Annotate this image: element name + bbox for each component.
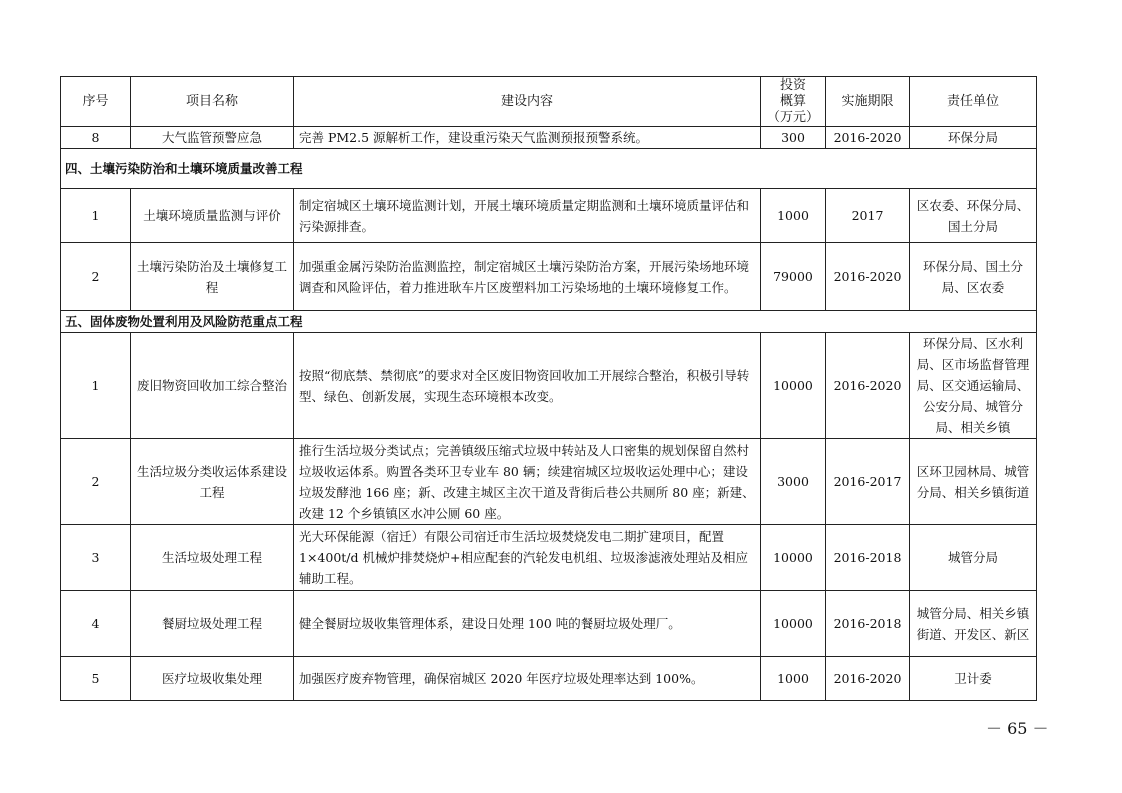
header-name: 项目名称 [131,77,294,127]
row-name: 废旧物资回收加工综合整治 [131,333,294,439]
table-row [61,243,1037,311]
row-investment: 3000 [761,439,826,525]
row-name: 生活垃圾处理工程 [131,525,294,591]
row-no: 1 [61,333,131,439]
row-period: 2016-2017 [826,439,910,525]
table-row [61,591,1037,657]
header-no: 序号 [61,77,131,127]
section-title: 五、固体废物处置利用及风险防范重点工程 [61,311,1037,333]
row-unit: 环保分局 [910,127,1037,149]
table-row [61,189,1037,243]
row-name: 土壤环境质量监测与评价 [131,189,294,243]
row-investment: 1000 [761,657,826,701]
row-content: 推行生活垃圾分类试点；完善镇级压缩式垃圾中转站及人口密集的规划保留自然村垃圾收运体系。购置各类环卫专业车 80 辆；续建宿城区垃圾收运处理中心；建设垃圾发酵池 166 座；新、改建主城区主次干道及背街后巷公共厕所 80 座；新建、改建 12 个乡镇镇区水冲公厕 60 座。 [294,439,761,525]
row-no: 3 [61,525,131,591]
row-unit: 区环卫园林局、城管分局、相关乡镇街道 [910,439,1037,525]
header-investment-line-3: （万元） [766,109,819,125]
row-content: 加强重金属污染防治监测监控，制定宿城区土壤污染防治方案，开展污染场地环境调查和风险评估，着力推进耿车片区废塑料加工污染场地的土壤环境修复工作。 [294,243,761,311]
row-period: 2016-2020 [826,127,910,149]
row-content: 光大环保能源（宿迁）有限公司宿迁市生活垃圾焚烧发电二期扩建项目，配置 1×400t/d 机械炉排焚烧炉+相应配套的汽轮发电机组、垃圾渗滤液处理站及相应辅助工程。 [294,525,761,591]
row-unit: 区农委、环保分局、国土分局 [910,189,1037,243]
header-unit: 责任单位 [910,77,1037,127]
section-row [61,311,1037,333]
row-name: 生活垃圾分类收运体系建设工程 [131,439,294,525]
row-unit: 城管分局、相关乡镇街道、开发区、新区 [910,591,1037,657]
row-no: 5 [61,657,131,701]
row-investment: 10000 [761,525,826,591]
row-period: 2016-2020 [826,333,910,439]
section-row [61,149,1037,189]
row-unit: 环保分局、区水利局、区市场监督管理局、区交通运输局、公安分局、城管分局、相关乡镇 [910,333,1037,439]
row-investment: 79000 [761,243,826,311]
header-investment-line-2: 概算 [779,93,806,109]
row-content: 按照“彻底禁、禁彻底”的要求对全区废旧物资回收加工开展综合整治，积极引导转型、绿色、创新发展，实现生态环境根本改变。 [294,333,761,439]
row-content: 健全餐厨垃圾收集管理体系，建设日处理 100 吨的餐厨垃圾处理厂。 [294,591,761,657]
table-row [61,333,1037,439]
row-no: 2 [61,243,131,311]
row-period: 2016-2020 [826,657,910,701]
table-row [61,127,1037,149]
header-investment-line-1: 投资 [779,77,806,93]
header-period: 实施期限 [826,77,910,127]
row-investment: 300 [761,127,826,149]
header-investment [761,77,826,127]
section-title: 四、土壤污染防治和土壤环境质量改善工程 [61,149,1037,189]
table-row [61,657,1037,701]
row-name: 医疗垃圾收集处理 [131,657,294,701]
table-header-row [61,77,1037,127]
row-period: 2016-2020 [826,243,910,311]
row-period: 2016-2018 [826,525,910,591]
row-unit: 环保分局、国土分局、区农委 [910,243,1037,311]
header-content: 建设内容 [294,77,761,127]
row-period: 2016-2018 [826,591,910,657]
table-row [61,525,1037,591]
row-unit: 卫计委 [910,657,1037,701]
row-content: 制定宿城区土壤环境监测计划，开展土壤环境质量定期监测和土壤环境质量评估和污染源排查。 [294,189,761,243]
row-name: 土壤污染防治及土壤修复工程 [131,243,294,311]
row-no: 8 [61,127,131,149]
row-no: 4 [61,591,131,657]
project-table [60,76,1037,701]
row-name: 大气监管预警应急 [131,127,294,149]
row-name: 餐厨垃圾处理工程 [131,591,294,657]
row-no: 2 [61,439,131,525]
row-content: 完善 PM2.5 源解析工作，建设重污染天气监测预报预警系统。 [294,127,761,149]
table-row [61,439,1037,525]
row-unit: 城管分局 [910,525,1037,591]
row-investment: 10000 [761,333,826,439]
row-period: 2017 [826,189,910,243]
row-no: 1 [61,189,131,243]
row-content: 加强医疗废弃物管理，确保宿城区 2020 年医疗垃圾处理率达到 100%。 [294,657,761,701]
row-investment: 10000 [761,591,826,657]
row-investment: 1000 [761,189,826,243]
page-number: － 65 － [986,719,1049,738]
